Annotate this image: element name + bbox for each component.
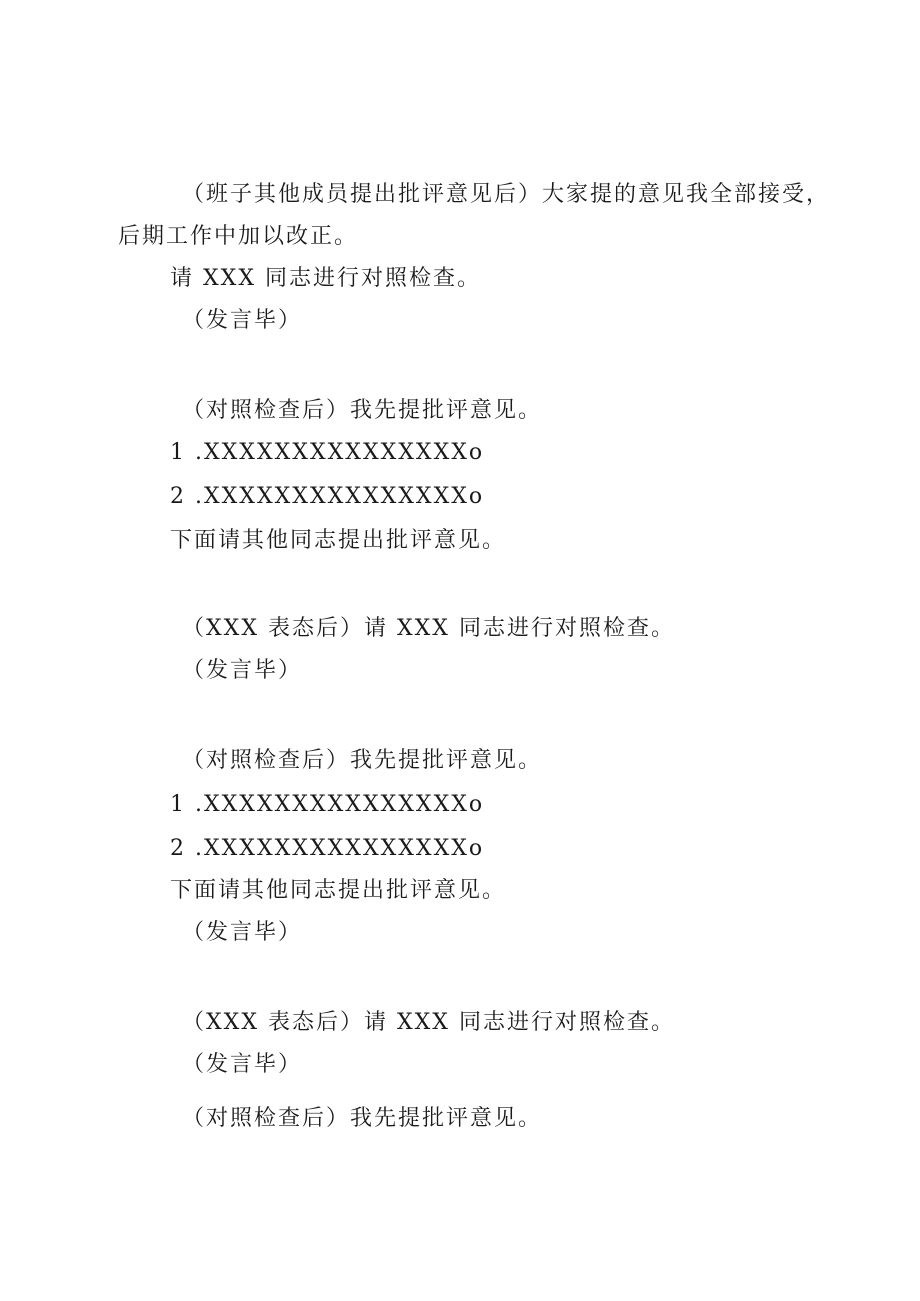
paragraph-line-16: （XXX 表态后）请 XXX 同志进行对照检查。 [182, 1010, 675, 1035]
paragraph-line-17: （发言毕） [182, 1052, 303, 1077]
paragraph-line-1: （班子其他成员提出批评意见后）大家提的意见我全部接受， [182, 182, 831, 207]
paragraph-line-3: 请 XXX 同志进行对照检查。 [170, 266, 481, 291]
paragraph-line-15: （发言毕） [182, 920, 303, 945]
paragraph-line-2: 后期工作中加以改正。 [118, 224, 359, 249]
paragraph-line-9: （XXX 表态后）请 XXX 同志进行对照检查。 [182, 616, 675, 641]
paragraph-line-4: （发言毕） [182, 308, 303, 333]
list-item-4: 2 .XXXXXXXXXXXXXXXo [170, 836, 485, 861]
paragraph-line-5: （对照检查后）我先提批评意见。 [182, 398, 543, 423]
list-item-3: 1 .XXXXXXXXXXXXXXXo [170, 792, 485, 817]
paragraph-line-11: （对照检查后）我先提批评意见。 [182, 748, 543, 773]
paragraph-line-14: 下面请其他同志提出批评意见。 [170, 878, 507, 903]
paragraph-line-18: （对照检查后）我先提批评意见。 [182, 1106, 543, 1131]
paragraph-line-8: 下面请其他同志提出批评意见。 [170, 528, 507, 553]
list-item-1: 1 .XXXXXXXXXXXXXXXo [170, 440, 485, 465]
paragraph-line-10: （发言毕） [182, 658, 303, 683]
list-item-2: 2 .XXXXXXXXXXXXXXXo [170, 484, 485, 509]
